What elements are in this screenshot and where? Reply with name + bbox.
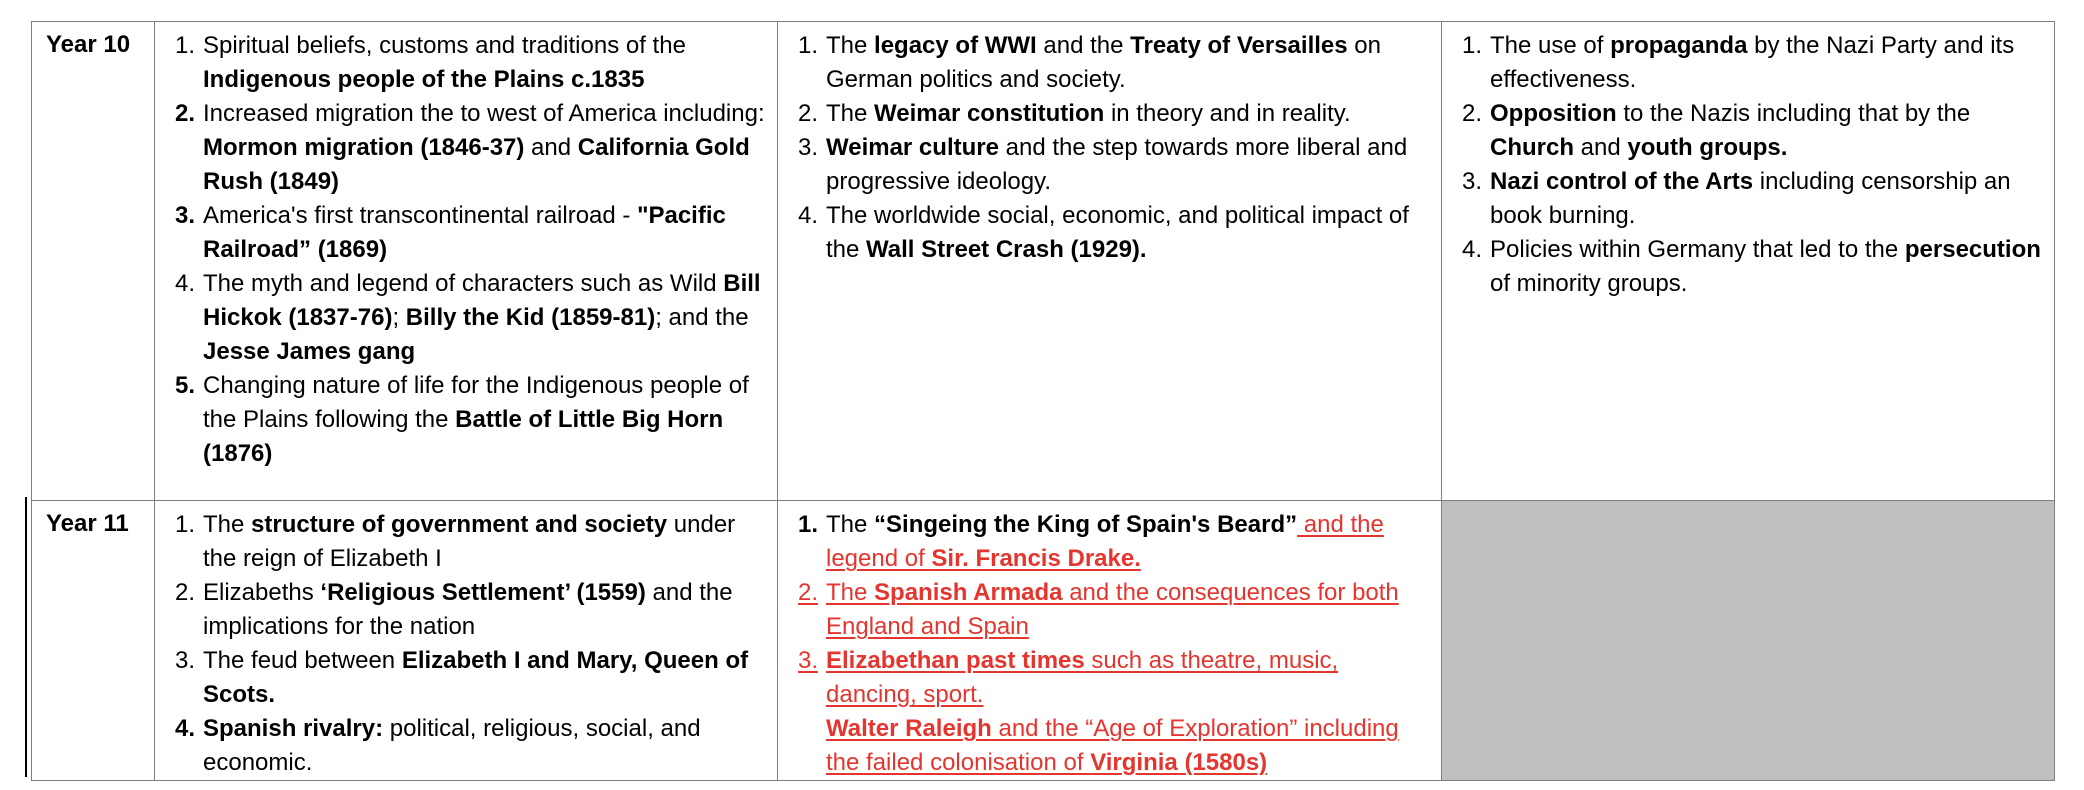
plain-text: The xyxy=(826,32,875,59)
year-10-row xyxy=(32,22,2055,501)
list-item xyxy=(778,97,1433,131)
bold-text: Billy the Kid (1859-81) xyxy=(405,304,656,331)
item-number: 3. xyxy=(175,202,196,229)
plain-text: and the implications for the nation xyxy=(203,579,733,640)
year-11-column-2 xyxy=(778,501,1442,781)
plain-text: by the Nazi Party and its effectiveness. xyxy=(1490,32,2015,93)
item-number: 2. xyxy=(1462,100,1483,127)
list-item xyxy=(155,369,769,471)
bold-text: Spanish rivalry: xyxy=(203,715,384,742)
year-11-row xyxy=(32,501,2055,781)
item-text xyxy=(1490,97,2046,165)
item-number: 4. xyxy=(175,715,196,742)
item-text xyxy=(826,712,1433,780)
plain-text: The xyxy=(203,511,252,538)
bold-text: youth groups. xyxy=(1627,134,1788,161)
item-number: 1. xyxy=(798,32,819,59)
plain-text: The use of xyxy=(1490,32,1611,59)
item-text xyxy=(203,267,769,369)
item-text xyxy=(826,508,1433,576)
item-text xyxy=(203,508,769,576)
bold-text: Elizabeth I and Mary, Queen of Scots. xyxy=(203,647,749,708)
year-10-column-1 xyxy=(155,22,778,501)
bold-text: California Gold Rush (1849) xyxy=(203,134,750,195)
list-item xyxy=(155,267,769,369)
plain-text: ; and the xyxy=(655,304,749,331)
plain-text: political, religious, social, and economic. xyxy=(203,715,701,776)
list-item xyxy=(155,712,769,780)
plain-text: America's first transcontinental railroad - xyxy=(203,202,638,229)
item-number: 1. xyxy=(1462,32,1483,59)
year-10-col1-list xyxy=(155,22,777,471)
list-item xyxy=(778,644,1433,712)
item-text xyxy=(203,644,769,712)
bold-text: Weimar constitution xyxy=(874,100,1105,127)
item-text xyxy=(203,712,769,780)
bold-text: Treaty of Versailles xyxy=(1130,32,1348,59)
plain-text: and xyxy=(1574,134,1628,161)
item-text xyxy=(826,131,1433,199)
red-text: and the legend of xyxy=(826,511,1384,572)
item-number: 3. xyxy=(798,647,819,674)
item-text xyxy=(826,97,1433,131)
plain-text: including censorship an book burning. xyxy=(1490,168,2011,229)
bold-text: Battle of Little Big Horn (1876) xyxy=(203,406,724,467)
plain-text: The feud between xyxy=(203,647,402,674)
year-11-col2-list xyxy=(778,501,1441,780)
item-text xyxy=(826,644,1433,712)
plain-text: Changing nature of life for the Indigenous people of the Plains following the xyxy=(203,372,749,433)
plain-text: The xyxy=(826,100,875,127)
item-text xyxy=(203,199,769,267)
left-margin-bar xyxy=(25,497,27,777)
red-text: such as theatre, music, dancing, sport. xyxy=(826,647,1339,708)
red-bold-text: Elizabethan past times xyxy=(826,647,1085,674)
item-number: 5. xyxy=(175,372,196,399)
bold-text: "Pacific Railroad” (1869) xyxy=(203,202,726,263)
year-10-column-3 xyxy=(1442,22,2055,501)
red-bold-text: Spanish Armada xyxy=(874,579,1063,606)
plain-text: ; xyxy=(392,304,406,331)
item-number: 1. xyxy=(175,511,196,538)
item-text xyxy=(1490,165,2046,233)
year-11-col1-list xyxy=(155,501,777,780)
red-bold-text: Sir. Francis Drake. xyxy=(931,545,1141,572)
plain-text: and the xyxy=(1036,32,1131,59)
item-number: 2. xyxy=(798,100,819,127)
item-text xyxy=(203,369,769,471)
bold-text: Bill Hickok (1837-76) xyxy=(203,270,761,331)
year-10-column-2 xyxy=(778,22,1442,501)
plain-text: and xyxy=(524,134,578,161)
list-item xyxy=(1442,29,2046,97)
year-11-label: Year 11 xyxy=(46,510,129,537)
list-item xyxy=(155,508,769,576)
year-11-column-1 xyxy=(155,501,778,781)
bold-text: Indigenous people of the Plains c.1835 xyxy=(203,66,645,93)
list-item xyxy=(1442,97,2046,165)
bold-text: propaganda xyxy=(1610,32,1748,59)
list-item xyxy=(155,644,769,712)
plain-text: under the reign of Elizabeth I xyxy=(203,511,736,572)
item-number: 3. xyxy=(175,647,196,674)
bold-text: Wall Street Crash (1929). xyxy=(866,236,1147,263)
bold-text: legacy of WWI xyxy=(874,32,1037,59)
item-number: 2. xyxy=(175,100,196,127)
item-number: 1. xyxy=(175,32,196,59)
item-number: 3. xyxy=(798,134,819,161)
plain-text: The xyxy=(826,511,875,538)
item-number: 4. xyxy=(175,270,196,297)
bold-text: Church xyxy=(1490,134,1574,161)
red-text: and the “Age of Exploration” including the failed colonisation of xyxy=(826,715,1399,776)
list-item xyxy=(778,29,1433,97)
empty-grey-cell xyxy=(1442,501,2055,781)
list-item xyxy=(778,576,1433,644)
list-item xyxy=(1442,233,2046,301)
bold-text: Weimar culture xyxy=(826,134,999,161)
red-bold-text: Virginia (1580s) xyxy=(1090,749,1268,776)
plain-text: The myth and legend of characters such as Wild xyxy=(203,270,724,297)
year-10-col3-list xyxy=(1442,22,2054,301)
item-number: 4. xyxy=(798,202,819,229)
item-text xyxy=(203,29,769,97)
list-item xyxy=(1442,165,2046,233)
list-item xyxy=(778,712,1433,780)
bold-text: Opposition xyxy=(1490,100,1617,127)
plain-text: and the step towards more liberal and progressive ideology. xyxy=(826,134,1408,195)
item-text xyxy=(203,576,769,644)
list-item xyxy=(155,97,769,199)
plain-text: Elizabeths xyxy=(203,579,321,606)
item-text xyxy=(1490,29,2046,97)
item-number: 1. xyxy=(798,511,819,538)
bold-text: Mormon migration (1846-37) xyxy=(203,134,525,161)
list-item xyxy=(155,29,769,97)
plain-text: in theory and in reality. xyxy=(1104,100,1351,127)
list-item xyxy=(778,199,1433,267)
list-item xyxy=(155,199,769,267)
curriculum-table xyxy=(31,21,2055,781)
bold-text: Jesse James gang xyxy=(203,338,416,365)
plain-text: Spiritual beliefs, customs and traditions of the xyxy=(203,32,686,59)
item-number-blank xyxy=(778,712,826,780)
item-text xyxy=(1490,233,2046,301)
item-number: 2. xyxy=(175,579,196,606)
list-item xyxy=(778,508,1433,576)
item-text xyxy=(826,199,1433,267)
plain-text: Policies within Germany that led to the xyxy=(1490,236,1905,263)
item-number: 2. xyxy=(798,579,819,606)
item-number: 3. xyxy=(1462,168,1483,195)
bold-text: ‘Religious Settlement’ (1559) xyxy=(320,579,646,606)
bold-text: structure of government and society xyxy=(251,511,668,538)
year-10-col2-list xyxy=(778,22,1441,267)
item-text xyxy=(826,29,1433,97)
bold-text: persecution xyxy=(1904,236,2041,263)
red-text: and the consequences for both England and Spain xyxy=(826,579,1399,640)
year-10-cell xyxy=(32,22,155,501)
red-bold-text: Walter Raleigh xyxy=(826,715,992,742)
plain-text: Increased migration the to west of America including: xyxy=(203,100,765,127)
item-text xyxy=(826,576,1433,644)
red-text: The xyxy=(826,579,875,606)
year-10-label: Year 10 xyxy=(46,31,131,58)
bold-text: Nazi control of the Arts xyxy=(1490,168,1754,195)
year-11-cell xyxy=(32,501,155,781)
list-item xyxy=(778,131,1433,199)
plain-text: on German politics and society. xyxy=(826,32,1381,93)
plain-text: The worldwide social, economic, and political impact of the xyxy=(826,202,1409,263)
plain-text: of minority groups. xyxy=(1490,270,1688,297)
list-item xyxy=(155,576,769,644)
item-number: 4. xyxy=(1462,236,1483,263)
plain-text: to the Nazis including that by the xyxy=(1616,100,1971,127)
bold-text: “Singeing the King of Spain's Beard” xyxy=(874,511,1298,538)
item-text xyxy=(203,97,769,199)
